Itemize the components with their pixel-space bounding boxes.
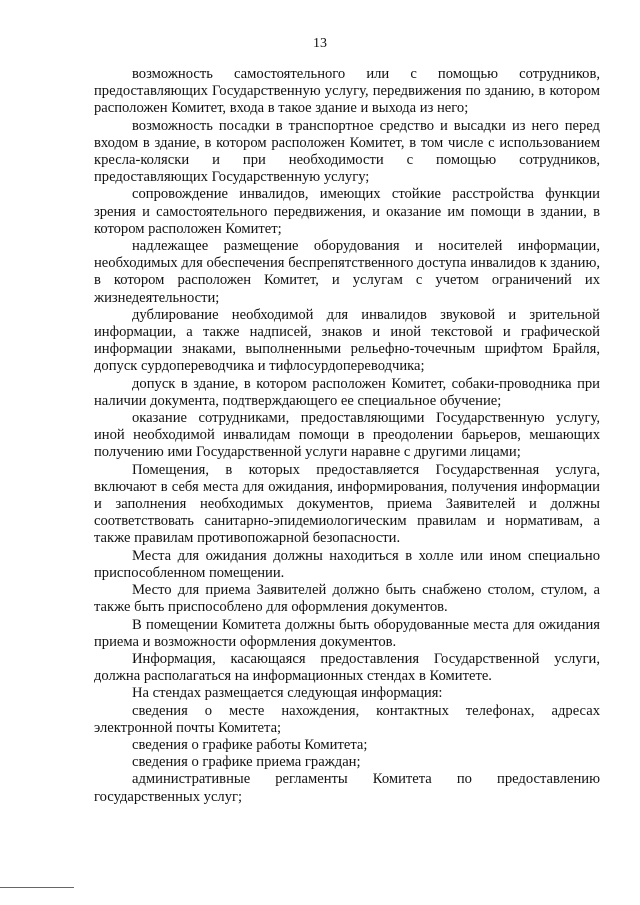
page-number: 13 (313, 36, 327, 51)
paragraph: допуск в здание, в котором расположен Комитет, собаки-проводника при наличии документа, подтверждающего ее специальное обучение; (94, 375, 600, 409)
paragraph: оказание сотрудниками, предоставляющими Государственную услугу, иной необходимой инвалидам помощи в преодолении барьеров, мешающих получению ими Государственной услуги наравне с другими лицами; (94, 410, 600, 461)
paragraph: сведения о графике приема граждан; (132, 754, 361, 771)
paragraph: Информация, касающаяся предоставления Государственной услуги, должна располагаться на информационных стендах в Комитете. (94, 650, 600, 685)
footer-rule (0, 887, 74, 888)
paragraph: Место для приема Заявителей должно быть снабжено столом, стулом, а также быть приспособлено для оформления документов. (94, 582, 600, 616)
body-text (94, 66, 600, 806)
paragraph: В помещении Комитета должны быть оборудованные места для ожидания приема и возможности оформления документов. (94, 616, 600, 650)
paragraph: возможность самостоятельного или с помощью сотрудников, предоставляющих Государственную услугу, передвижения по зданию, в котором расположен Комитет, входа в такое здание и выхода из него; (94, 66, 600, 117)
paragraph: Помещения, в которых предоставляется Государственная услуга, включают в себя места для ожидания, информирования, получения информации и заполнения необходимых документов, приема Заявителей и должны соответствовать санитарно-эпидемиологическим правилам и нормативам, а также правилам противопожарной безопасности. (94, 461, 600, 547)
paragraph: надлежащее размещение оборудования и носителей информации, необходимых для обеспечения беспрепятственного доступа инвалидов к зданию, в котором расположен Комитет, и услугам с учетом ограничений их жизнедеятельности; (94, 238, 600, 306)
paragraph: дублирование необходимой для инвалидов звуковой и зрительной информации, а также надписей, знаков и иной текстовой и графической информации знаками, выполненными рельефно-точечным шрифтом Брайля, допуск сурдопереводчика и тифлосурдопереводчика; (94, 306, 600, 375)
paragraph: возможность посадки в транспортное средство и высадки из него перед входом в здание, в котором расположен Комитет, в том числе с использованием кресла-коляски и при необходимости с помощью сотрудников, предоставляющих Государственную услугу; (94, 117, 600, 186)
paragraph: административные регламенты Комитета по предоставлению государственных услуг; (94, 771, 600, 805)
paragraph: сведения о графике работы Комитета; (132, 736, 368, 753)
paragraph: На стендах размещается следующая информация: (132, 685, 443, 702)
paragraph: сопровождение инвалидов, имеющих стойкие расстройства функции зрения и самостоятельного передвижения, и оказание им помощи в здании, в котором расположен Комитет; (94, 186, 600, 237)
paragraph: сведения о месте нахождения, контактных телефонах, адресах электронной почты Комитета; (94, 702, 600, 736)
paragraph: Места для ожидания должны находиться в холле или ином специально приспособленном помещении. (94, 547, 600, 581)
